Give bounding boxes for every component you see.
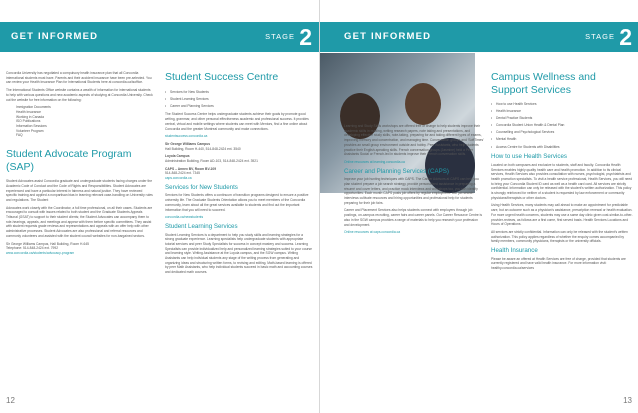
list-item: FAQ: [16, 133, 23, 138]
new-students-para: Services for New Students offers a continuum of transition programs designed to ensure a positive university life. The Graduate Students Orientation allows you to meet members of the Concordia community, learn about all the great services available to students and find out the important information that you will need to succeed.: [165, 193, 309, 212]
left-column-1: [6, 71, 154, 259]
intro-list: [16, 105, 154, 138]
sap-link[interactable]: www.concordia.ca/students/advocacy-program: [6, 250, 75, 255]
wellness-title: Campus Wellness and Support Services: [491, 71, 596, 96]
caps-annex-link[interactable]: caps.concordia.ca: [165, 176, 192, 181]
left-column-2: [165, 71, 313, 278]
caps-annex-title: CAPS – Annex BV, Room BV-109: [165, 166, 217, 171]
list-item: • Access Centre for Students with Disabilities: [491, 145, 633, 150]
new-students-title: Services for New Students: [165, 183, 238, 191]
header-band-left: [0, 22, 319, 52]
get-informed-label: GET INFORMED: [344, 31, 432, 42]
sap-title: Student Advocate Program (SAP): [6, 148, 132, 173]
intro-para-2: The International Students Office website contains a wealth of information for international students to help with various questions and new academic aspects of studying at Concordia University. Check out the website for free information on the following:: [6, 88, 153, 102]
list-item: Immigration Documents: [16, 105, 51, 110]
ssc-list: [165, 90, 313, 109]
ssc-title: Student Success Centre: [165, 71, 279, 83]
page-number-right: 13: [623, 396, 632, 405]
list-item: • Career and Planning Services: [165, 104, 313, 109]
caps-para-1: Improve your job hunting techniques with CAPS. The Career Advisors at CAPS can help you plan student prepare a job search strategy, provide personalized assistance in preparing a résumé and cover letters, and practice mock interviews and workshops too, you can identify opportunities. Each month CAPS posts job offers by regular employment. Our job search interviews cultivate resources and hiring opportunities and professional help for students preparing for their job fairs.: [344, 177, 479, 205]
how-to-para-1: Located on both campuses and exclusive to students, staff and faculty. Concordia Health Services enables highly quality health care and health promotion. In addition to its clinical services, Health Services also provides consultation with nurses, psychologist, psychiatrists and health promotion specialists. To visit a health service professional, Health Services, you will need to bring your Concordia Student ID card as well as a health card card. All services are strictly confidential. Information can only be released with the student’s written authorization. This policy is strongly reinforced for neither of a student is requested by law enforcement or community physicians/therapists or other doctors.: [491, 162, 633, 200]
list-item: Information Sessions: [16, 124, 47, 129]
stage-label: STAGE: [265, 32, 295, 41]
list-item: Volunteer Program: [16, 128, 44, 133]
caps-online-link[interactable]: Online resources at caps.concordia.ca: [344, 230, 401, 235]
caps-para-2: Career and Placement Services also helps students connect with employers through job postings, on-campus recruiting, career fairs and career panels. Our Career Resource Centre is also in the SGW campus provides a range of materials to help you research your profession and development.: [344, 208, 482, 227]
how-to-title: How to use Health Services: [491, 153, 568, 161]
list-item: • Student Learning Services: [165, 97, 313, 102]
learning-online-link[interactable]: Online resources at learning.concordia.ca: [344, 159, 405, 164]
learning-title: Student Learning Services: [165, 222, 238, 230]
header-band-right: [320, 22, 638, 52]
caps-title: Career and Planning Services (CAPS): [344, 167, 449, 175]
photo-figure-2: [405, 83, 441, 125]
list-item: • Counselling and Psychological Services: [491, 130, 633, 135]
stage-number: 2: [619, 24, 632, 50]
sap-phone: Telephone: 514-848-2424 ext. 7992: [6, 246, 59, 251]
new-students-link[interactable]: concordia.ca/newstudents: [165, 215, 204, 220]
list-item: • How to use Health Services: [491, 102, 633, 107]
how-to-para-3: All services are strictly confidential. Information can only be released with the student’s written authorization. This policy applies regardless of whether the enquiry comes accompanied by family members, community physicians, therapists or the university officials.: [491, 230, 628, 244]
health-insurance-title: Health Insurance: [491, 247, 538, 255]
right-column-1: [344, 124, 484, 238]
list-item: • Mental Health: [491, 137, 633, 142]
sap-para-1: Student Advocates assist Concordia graduate and undergraduate students facing charges under the Academic Code of Conduct and the Code of Rights and Responsibilities. Student Advocates are experienced and have a particular interest in fairness and natural justice. They have reviewed specific training and applied a nonpartisan bias in learning relevant case-handling on University rules and regulations. The Student: [6, 179, 153, 202]
intro-para-1: Concordia University has negotiated a compulsory health insurance plan that all Concordia international students must have. Parents and their accident insurance have been pre-selected. You can review your Health Insurance Plan for International Students here at concordia.ca/isoffice.: [6, 71, 152, 85]
sap-para-2: Advocates work closely with the Coordinator, a full time professional, on all their cases. Students are encouraged to consult with issues related to both student and the Graduate Students Appeals Tribunal (GSAT) to support to their student clients; the Student Advocates can accompany them to role-hearings, appeals, and meetings and appear with them before specific committees. They assist with student requests grade reviews and representations and appeals with an offer help with other administrative processes. Student Advocates are also professional and referral resources and commonly volunteers and assisted with the student council websites for non-bargained sectors.: [6, 205, 153, 238]
learning-workshops-para: Learning and Study Skills workshops are offered free of charge to help students improve their academic skills in reading, writing research papers, note taking and presentations, and developing effective study skills, note-taking, preparing for and taking different types of exams, improving memory and concentration, and managing time. Conversation groups and ‘SoftTimes’ provides an small group environment outside and hobby. Peer Assistants, who help students practice their English-speaking skills. French conversation groups (Jasmine) held a Peer Assistants Social or French-led in students improve their French conversation skills.: [344, 124, 484, 157]
sgw-text: Hall Building, Room H-440, 514-848-2424 ext. 3540: [165, 146, 241, 151]
wellness-list: [491, 102, 633, 149]
sap-location: Sir George Williams Campus, Hall Building, Room H-645: [6, 241, 90, 246]
learning-para: Student Learning Services is a department to help you study skills and learning strategies for a strong graduate experience. Learning specialists help undergraduate students with appropriate tutorial services and peer Study Specialists for success in concept mastery and success. Learning Specialists can provide individualized help and personalized learning strategies suited to your course and learning style. Writing Assistance at the Loyola campus, and the SGW campus. Writing Assistants can help individual students any stage of the writing process from generating and organizing ideas and structuring written forms, to revising and editing. Math-based learning is offered by peer Math Assistants, who help individual students succeed in basic math and accounting courses and dedicated math courses.: [165, 232, 313, 275]
loyola-title: Loyola Campus: [165, 154, 190, 159]
list-item: • Health Insurance: [491, 109, 633, 114]
get-informed-label: GET INFORMED: [11, 31, 99, 42]
health-insurance-para: Please be aware an offered at Health Services are free of charge, provided that students are currently registered and have valid health insurance. For more information visit: healthy.concordia.ca/services: [491, 256, 626, 271]
how-to-para-2: Using Health Services, many students may call ahead to make an appointment for predictable care, but an outcome such as a physician’s assistance, prescription renewal or health evaluation. For more urgent health concerns, students may use a same day clinic given cost-similar-to-other-provider-reviews, as follows are a first come, first served basis. Health Services Locations and Hours of Operations.: [491, 203, 633, 227]
right-column-2: [491, 71, 633, 274]
caps-annex-text: 514-848-2424 ext. 7345: [165, 171, 201, 176]
ssc-link[interactable]: studentsuccess.concordia.ca: [165, 134, 208, 139]
right-page: [319, 0, 638, 413]
page-number-left: 12: [6, 396, 15, 405]
list-item: • Concordia Student Union Health & Dental Plan: [491, 123, 633, 128]
list-item: Health Insurance: [16, 109, 41, 114]
stage-label: STAGE: [585, 32, 615, 41]
list-item: • Dental Practice Students: [491, 116, 633, 121]
ssc-para: The Student Success Centre helps undergraduate students achieve their goals by promote good writing, grammar, and other personal effectiveness academic and professional success. It provides central, virtual and mobile settings where students can meet with Mentors, find a fine online about Concordia and the greater Montreal community and make connections.: [165, 112, 309, 131]
list-item: Working in Canada: [16, 114, 44, 119]
list-item: ISO Publications: [16, 119, 41, 124]
sgw-title: Sir George Williams Campus: [165, 141, 211, 146]
list-item: • Services for New Students: [165, 90, 313, 95]
loyola-text: Administration Building, Room AD-103, 514-848-2424 ext. 3921: [165, 159, 258, 164]
stage-number: 2: [299, 24, 312, 50]
